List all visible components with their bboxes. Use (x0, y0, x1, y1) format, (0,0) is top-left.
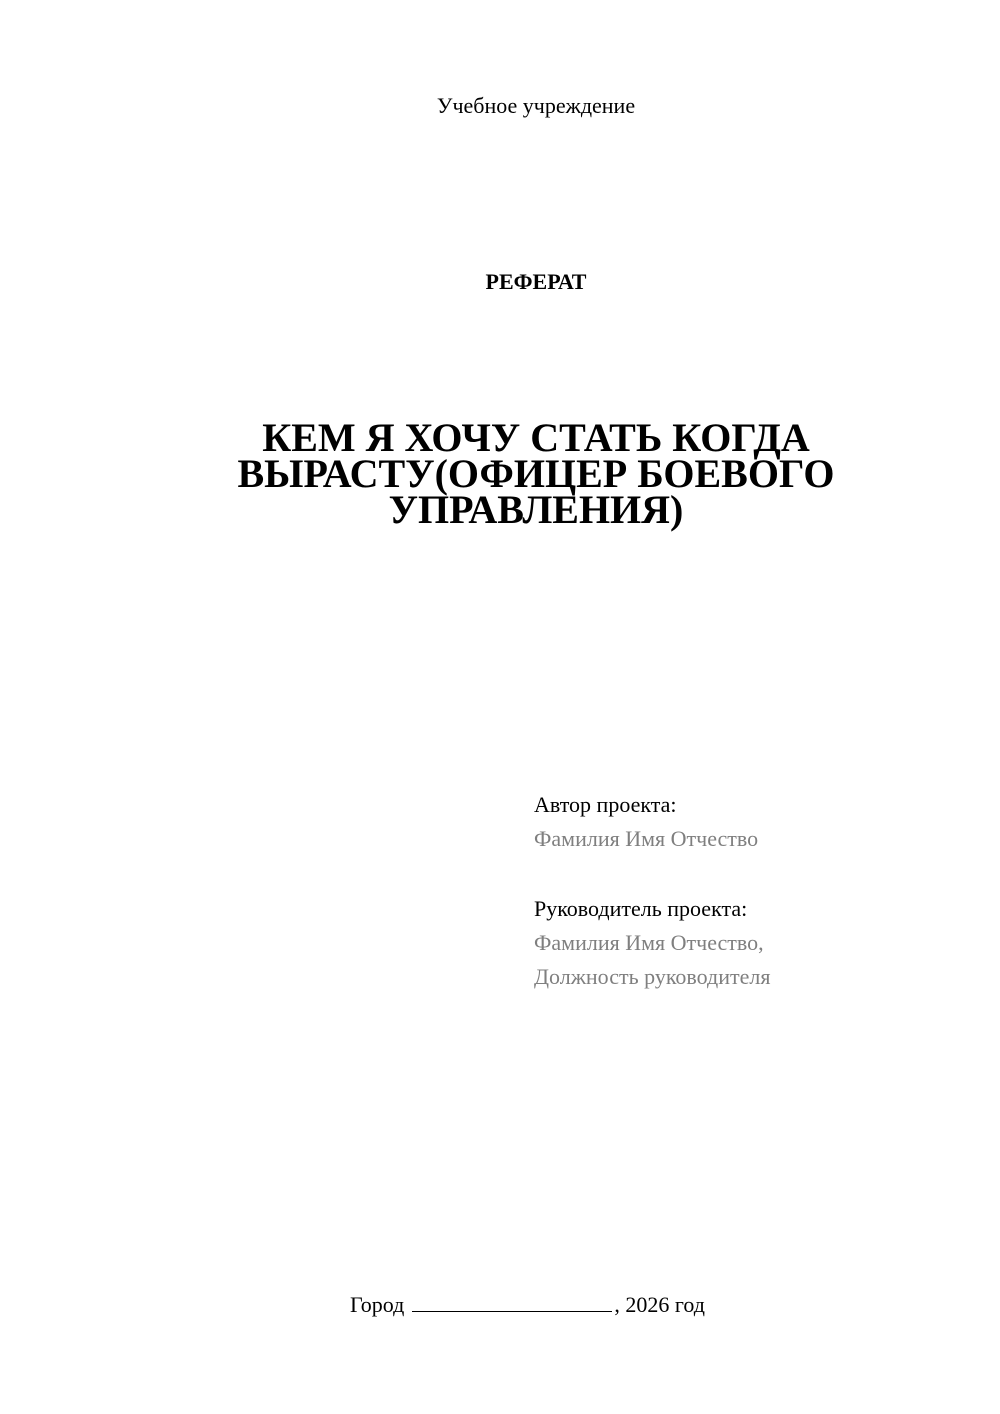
supervisor-name: Фамилия Имя Отчество, (534, 930, 764, 955)
city-blank-line (412, 1291, 612, 1312)
city-year-line (350, 1290, 750, 1320)
title-line: ВЫРАСТУ(ОФИЦЕР БОЕВОГО (237, 451, 835, 496)
author-label: Автор проекта: (534, 792, 677, 817)
year-label: , 2026 год (614, 1292, 705, 1317)
city-label: Город (350, 1292, 405, 1317)
document-title (200, 415, 872, 532)
project-info (534, 788, 974, 994)
author-name: Фамилия Имя Отчество (534, 826, 759, 851)
supervisor-label: Руководитель проекта: (534, 896, 748, 921)
spacer (534, 856, 974, 892)
title-line: КЕМ Я ХОЧУ СТАТЬ КОГДА (262, 415, 810, 460)
title-line: УПРАВЛЕНИЯ) (388, 487, 684, 532)
supervisor-position: Должность руководителя (534, 964, 771, 989)
institution-name: Учебное учреждение (436, 93, 636, 118)
document-type: РЕФЕРАТ (485, 269, 587, 294)
